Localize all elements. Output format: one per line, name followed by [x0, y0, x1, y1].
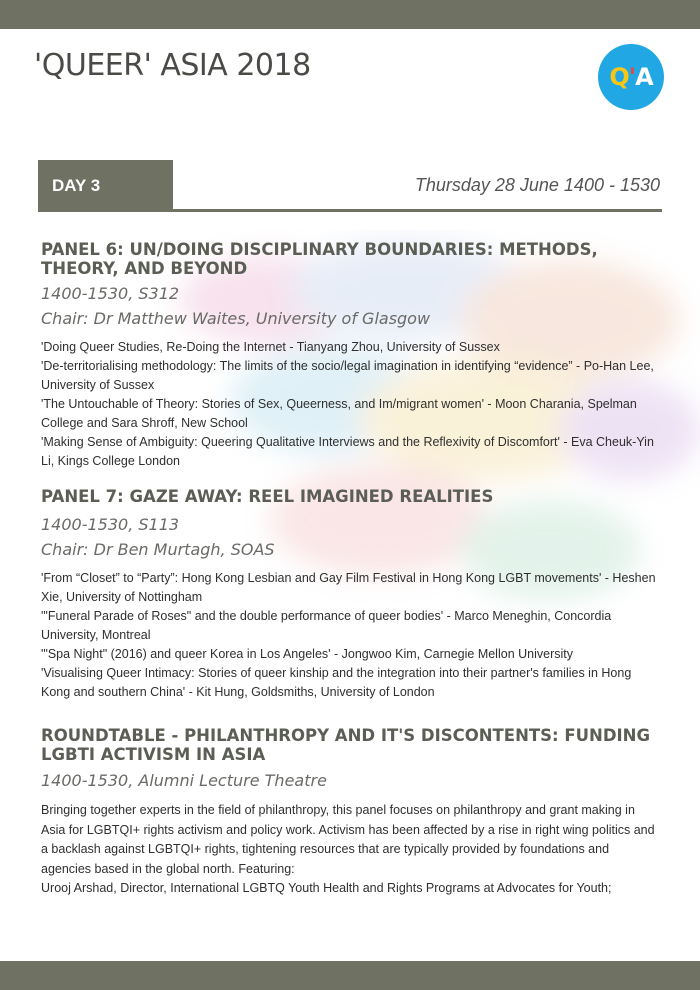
paper-item: 'Doing Queer Studies, Re-Doing the Internet - Tianyang Zhou, University of Sussex [41, 340, 500, 354]
paper-item: 'From “Closet” to “Party”: Hong Kong Lesbian and Gay Film Festival in Hong Kong LGBT movements' - Heshen Xie, University of Nottingham [41, 571, 656, 604]
panel-6-paper-list [41, 338, 661, 471]
paper-item: 'The Untouchable of Theory: Stories of Sex, Queerness, and Im/migrant women' - Moon Charania, Spelman College and Sara Shroff, New School [41, 397, 637, 430]
panel-7-time-room: 1400-1530, S113 [41, 515, 180, 534]
roundtable-time-room: 1400-1530, Alumni Lecture Theatre [41, 771, 327, 790]
paper-item: '"Funeral Parade of Roses" and the double performance of queer bodies' - Marco Meneghin, Concordia University, Montreal [41, 609, 612, 642]
day-label: DAY 3 [52, 176, 101, 195]
panel-7-section [41, 487, 661, 702]
paper-item: 'Making Sense of Ambiguity: Queering Qualitative Interviews and the Reflexivity of Discomfort' - Eva Cheuk-Yin Li, Kings College London [41, 435, 654, 468]
paper-item: 'De-territorialising methodology: The limits of the socio/legal imagination in identifying “evidence” - Po-Han Lee, University of Sussex [41, 359, 654, 392]
panel-6-chair: Chair: Dr Matthew Waites, University of Glasgow [41, 309, 431, 328]
bottom-band [0, 961, 700, 990]
panel-6-time-room: 1400-1530, S312 [41, 284, 180, 303]
panel-7-heading: PANEL 7: GAZE AWAY: REEL IMAGINED REALITIES [41, 487, 494, 506]
panel-6-heading: PANEL 6: UN/DOING DISCIPLINARY BOUNDARIES: METHODS, THEORY, AND BEYOND [41, 240, 598, 278]
day-label-box [38, 160, 173, 212]
panel-7-chair: Chair: Dr Ben Murtagh, SOAS [41, 540, 275, 559]
day-date: Thursday 28 June 1400 - 1530 [414, 175, 660, 195]
queer-asia-logo [598, 44, 664, 110]
logo-text: Q'A [609, 63, 653, 91]
paper-item: '"Spa Night" (2016) and queer Korea in Los Angeles' - Jongwoo Kim, Carnegie Mellon University [41, 647, 573, 661]
roundtable-description: Bringing together experts in the field of philanthropy, this panel focuses on philanthropy and grant making in Asia for LGBTQI+ rights activism and policy work. Activism has been affected by a rise in right wing politics and a backlash against LGBTQI+ rights, tightening resources that are typically provided by foundations and agencies based in the global north. Featuring: [41, 803, 655, 876]
paper-item: 'Visualising Queer Intimacy: Stories of queer kinship and the integration into their partner's families in Hong Kong and southern China' - Kit Hung, Goldsmiths, University of London [41, 666, 632, 699]
day-divider [38, 209, 662, 212]
program-content [41, 240, 661, 899]
roundtable-participant: Urooj Arshad, Director, International LGBTQ Youth Health and Rights Programs at Advocates for Youth; [41, 881, 612, 895]
roundtable-section [41, 726, 661, 899]
top-band [0, 0, 700, 29]
page-title: 'QUEER' ASIA 2018 [34, 48, 311, 83]
panel-7-paper-list [41, 569, 661, 702]
panel-6-section [41, 240, 661, 471]
roundtable-heading: ROUNDTABLE - PHILANTHROPY AND IT'S DISCONTENTS: FUNDING LGBTI ACTIVISM IN ASIA [41, 726, 651, 764]
